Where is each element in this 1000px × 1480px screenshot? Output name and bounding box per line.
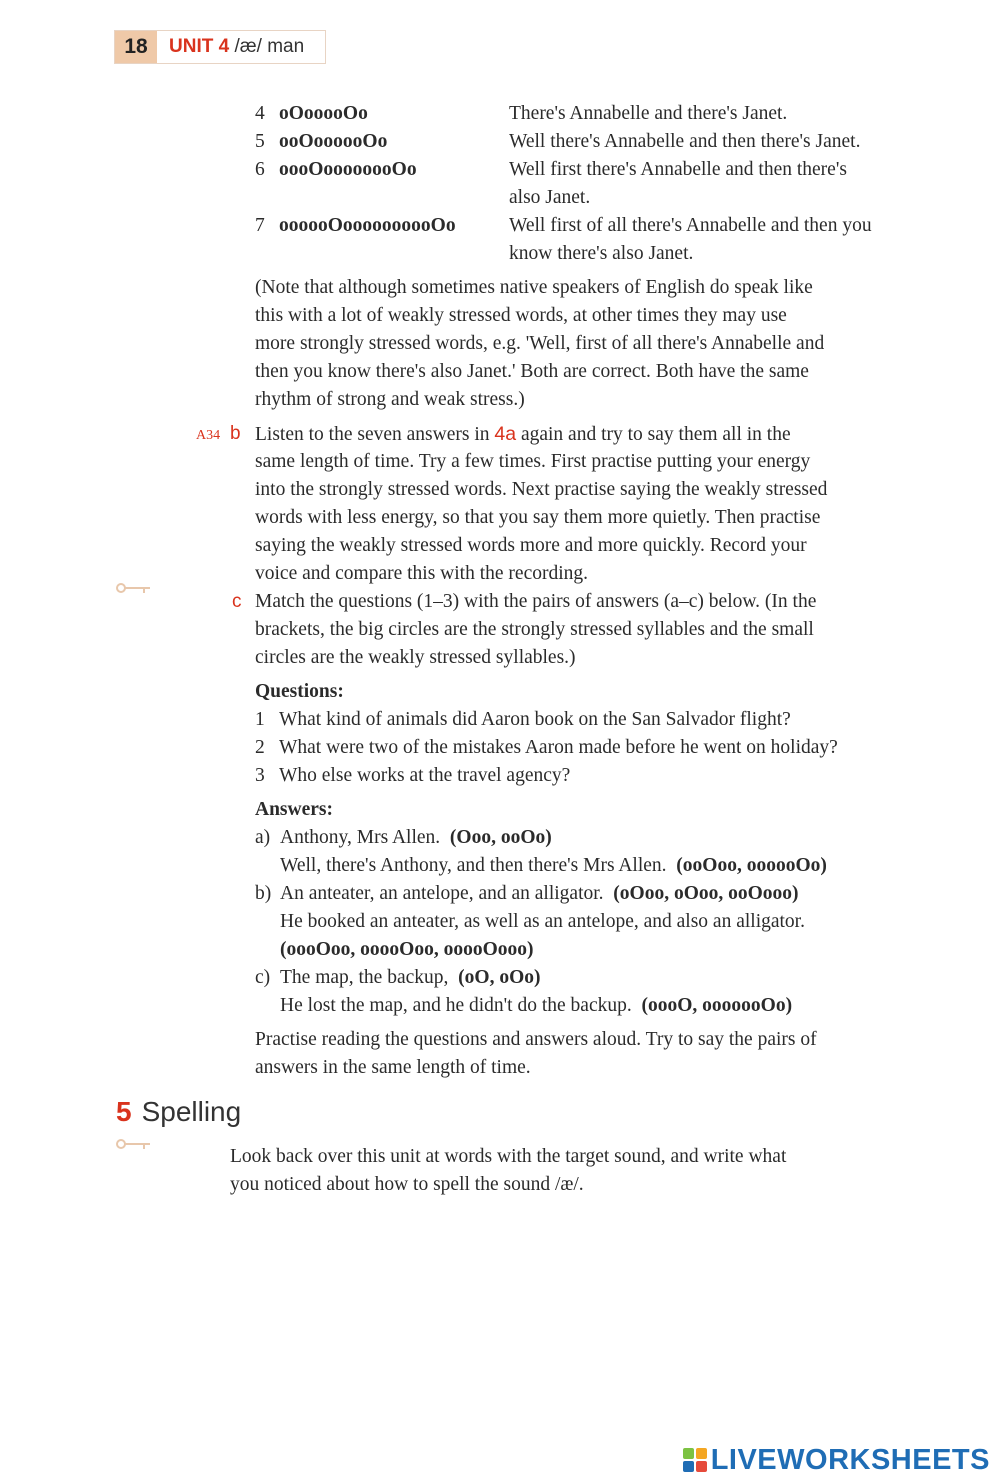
exercise-c-line: circles are the weakly stressed syllables.) (255, 647, 576, 668)
question-text: What were two of the mistakes Aaron made before he went on holiday? (279, 737, 838, 758)
page-number: 18 (115, 31, 157, 63)
audio-track-ref[interactable]: A34 (196, 428, 221, 443)
unit-sound: /æ/ man (234, 36, 305, 57)
logo-grid-icon (683, 1448, 707, 1472)
row-number: 4 (255, 103, 265, 124)
exercise-letter: c (232, 591, 242, 612)
stress-pattern: oooOoooooooOo (279, 159, 417, 180)
spelling-instruction: Look back over this unit at words with the target sound, and write what (230, 1146, 787, 1167)
row-number: 6 (255, 159, 265, 180)
stress-pattern: ooOoooooOo (279, 131, 388, 152)
spelling-instruction: you noticed about how to spell the sound /æ/. (230, 1174, 584, 1195)
answer-item (280, 992, 792, 1020)
liveworksheets-logo[interactable] (683, 1446, 990, 1474)
stress-pattern: (oooOoo, ooooOoo, ooooOooo) (280, 939, 534, 960)
stress-pattern: (ooOoo, oooooOo) (676, 855, 827, 876)
rhythm-sentence: Well first there's Annabelle and then there's (509, 159, 847, 180)
answer-item (255, 880, 799, 908)
rhythm-sentence: There's Annabelle and there's Janet. (509, 103, 788, 124)
question-item (255, 762, 570, 790)
answer-text: Anthony, Mrs Allen. (280, 827, 441, 848)
note-line: then you know there's also Janet.' Both are correct. Both have the same (255, 361, 809, 382)
unit-label: UNIT 4 (169, 36, 230, 57)
note-line: (Note that although sometimes native speakers of English do speak like (255, 277, 813, 298)
question-text: What kind of animals did Aaron book on the San Salvador flight? (279, 709, 791, 730)
answer-text: Well, there's Anthony, and then there's Mrs Allen. (280, 855, 667, 876)
question-item (255, 706, 791, 734)
row-number: 5 (255, 131, 265, 152)
text-part: again and try to say them all in the (516, 424, 791, 445)
answer-item (255, 824, 552, 852)
answers-heading: Answers: (255, 799, 333, 820)
exercise-c-line: brackets, the big circles are the strongly stressed syllables and the small (255, 619, 814, 640)
question-number: 1 (255, 709, 265, 730)
stress-pattern: oOooooOo (279, 103, 368, 124)
practise-instruction: answers in the same length of time. (255, 1057, 531, 1078)
questions-heading: Questions: (255, 681, 344, 702)
note-line: rhythm of strong and weak stress.) (255, 389, 525, 410)
question-item (255, 734, 838, 762)
answer-text: The map, the backup, (280, 967, 449, 988)
section-number: 5 (116, 1096, 132, 1127)
answer-key-icon[interactable] (116, 1138, 152, 1150)
answer-item: He booked an anteater, as well as an antelope, and also an alligator. (280, 911, 805, 932)
answer-item (255, 964, 540, 992)
note-line: this with a lot of weakly stressed words, at other times they may use (255, 305, 787, 326)
exercise-b-line: into the strongly stressed words. Next practise saying the weakly stressed (255, 479, 828, 500)
rhythm-sentence-cont: know there's also Janet. (509, 243, 694, 264)
answer-label: c) (255, 967, 271, 988)
stress-pattern: (oO, oOo) (458, 967, 541, 988)
row-number: 7 (255, 215, 265, 236)
exercise-letter: b (230, 423, 241, 444)
logo-text: LIVEWORKSHEETS (710, 1444, 990, 1476)
answer-key-icon[interactable] (116, 582, 152, 594)
rhythm-sentence-cont: also Janet. (509, 187, 591, 208)
exercise-b-line: words with less energy, so that you say them more quietly. Then practise (255, 507, 821, 528)
answer-text: He lost the map, and he didn't do the backup. (280, 995, 632, 1016)
answer-label: a) (255, 827, 271, 848)
rhythm-sentence: Well there's Annabelle and then there's Janet. (509, 131, 861, 152)
exercise-b-line: saying the weakly stressed words more and more quickly. Record your (255, 535, 807, 556)
answer-label: b) (255, 883, 272, 904)
question-number: 2 (255, 737, 265, 758)
answer-item (280, 852, 827, 880)
question-number: 3 (255, 765, 265, 786)
stress-pattern: (oOoo, oOoo, ooOooo) (613, 883, 799, 904)
answer-text: An anteater, an antelope, and an alligator. (280, 883, 604, 904)
exercise-b-line (255, 420, 791, 449)
practise-instruction: Practise reading the questions and answers aloud. Try to say the pairs of (255, 1029, 817, 1050)
stress-pattern: (oooO, ooooooOo) (641, 995, 793, 1016)
text-part: Listen to the seven answers in (255, 424, 495, 445)
question-text: Who else works at the travel agency? (279, 765, 571, 786)
stress-pattern: (Ooo, ooOo) (449, 827, 552, 848)
note-line: more strongly stressed words, e.g. 'Well, first of all there's Annabelle and (255, 333, 825, 354)
exercise-c-line: Match the questions (1–3) with the pairs of answers (a–c) below. (In the (255, 591, 817, 612)
exercise-b-line: same length of time. Try a few times. First practise putting your energy (255, 451, 811, 472)
stress-pattern: oooooOoooooooooOo (279, 215, 456, 236)
rhythm-sentence: Well first of all there's Annabelle and then you (509, 215, 872, 236)
section-heading (116, 1098, 241, 1126)
exercise-ref: 4a (494, 423, 517, 445)
unit-title (169, 33, 304, 61)
page-header (114, 30, 326, 64)
exercise-b-line: voice and compare this with the recording. (255, 563, 589, 584)
section-title: Spelling (141, 1096, 242, 1127)
